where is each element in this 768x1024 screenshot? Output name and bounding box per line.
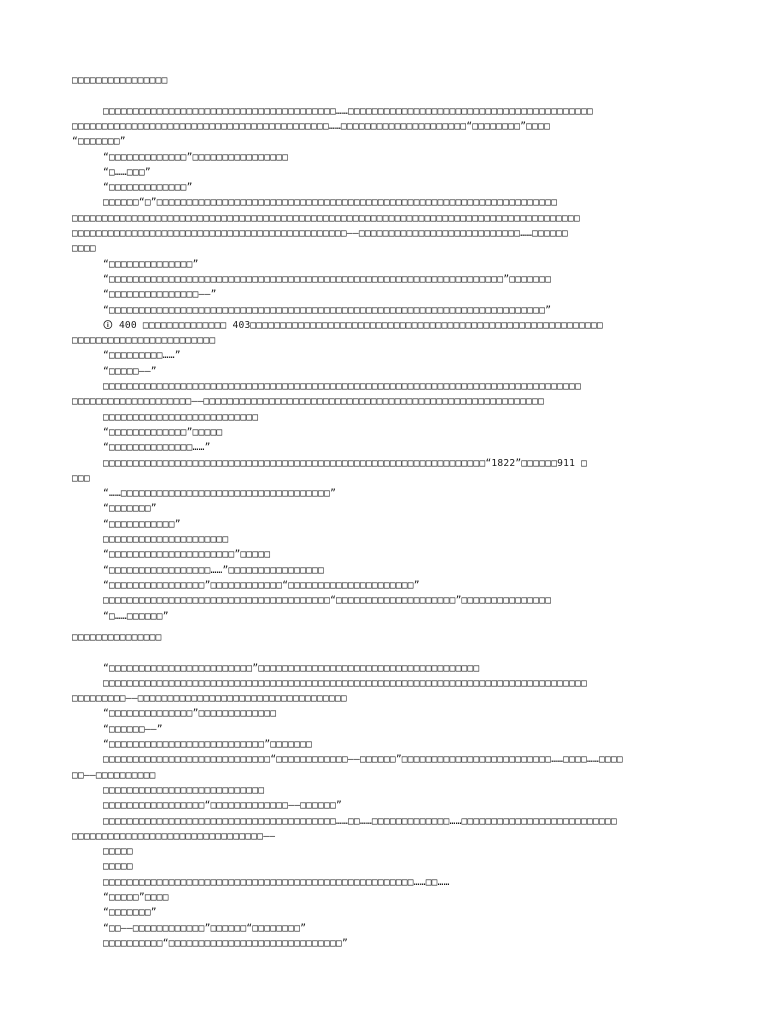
text-line: □□□□□□□□□□□□□□□□□□□□□□□□□□□□□□□□□□□□□□□□□□□□□□□□□□□□□□□□□□□□□□□□□□□□□□□□□□□□□□□□□ [103,678,588,689]
section-heading: □□□□□□□□□□□□□□□ [72,632,162,643]
text-line: “□□□□□□□□□……” [103,350,181,361]
text-line: □□□□□ [103,846,133,857]
text-line: □□□□□□□□□□□□□□□□□□□□□□□□□□□ [103,785,265,796]
text-line: □□□□□□□□□——□□□□□□□□□□□□□□□□□□□□□□□□□□□□□□□□□□□ [72,693,347,704]
text-line: “□□□□□”□□□□ [103,892,169,903]
text-line: “……□□□□□□□□□□□□□□□□□□□□□□□□□□□□□□□□□□□” [103,488,337,499]
text-line: □□□□□□□□□□□□□□□□□□□□□□□□□□□□□□□□□□□□□□□……□□……□□□□□□□□□□□□□……□□□□□□□□□□□□□□□□□□□□□□□□□□ [103,816,617,827]
text-line: □□□□□□□□□□□□□□□□□□□□□□□□□□□□□□□□□□□□□□□□□□□……□□□□□□□□□□□□□□□□□□□□□“□□□□□□□□”□□□□ [72,121,551,132]
text-line: “□□□□□□□□□□□□□□” [103,259,199,270]
text-line: “□□□□□——” [103,366,157,377]
text-line: □□□□□□“□”□□□□□□□□□□□□□□□□□□□□□□□□□□□□□□□□□□□□□□□□□□□□□□□□□□□□□□□□□□□□□□□□□□□ [103,197,558,208]
text-line: “□□□□□□□□□□□□□”□□□□□□□□□□□□□□□□ [103,152,289,163]
text-line: □□□□□□□□□□□□□□□□□□□□□□□□□□ [103,412,259,423]
text-line: □□□□□□□□□□“□□□□□□□□□□□□□□□□□□□□□□□□□□□□□” [103,938,349,949]
text-line: □□□□□□□□□□□□□□□□□□□□□□□□□□□□“□□□□□□□□□□□□——□□□□□□”□□□□□□□□□□□□□□□□□□□□□□□□□……□□□□……□□□□ [103,754,623,765]
text-line: “□□□□□□□” [103,503,157,514]
text-line: □□□□□□□□□□□□□□□□□□□□□□□□□□□□□□□□—— [72,831,276,842]
text-line: “□□□□□□□□□□□□□□”□□□□□□□□□□□□□ [103,708,277,719]
text-line: “□……□□□□□□” [103,611,169,622]
text-line: “□□□□□□□□□□□□□□□□”□□□□□□□□□□□□“□□□□□□□□□□□□□□□□□□□□□” [103,580,420,591]
text-line: “□□□□□□——” [103,724,163,735]
text-line: □□□□□ [103,861,133,872]
text-line: □□□□ [72,243,96,254]
text-line: “□□□□□□□” [72,136,126,147]
text-line: “□□□□□□□□□□□□□□□——” [103,289,217,300]
text-line: □□□□□□□□□□□□□□□□□□□□□□□□□□□□□□□□□□□□□□□□□□□□□□——□□□□□□□□□□□□□□□□□□□□□□□□□□□……□□□□□□ [72,228,569,239]
text-line: “□□□□□□□□□□□” [103,519,181,530]
text-line: 🛈 400 □□□□□□□□□□□□□□ 403□□□□□□□□□□□□□□□□□□□□□□□□□□□□□□□□□□□□□□□□□□□□□□□□□□□□□□□□□□□ [103,320,604,331]
text-line: □□□□□□□□□□□□□□□□□□□□□□□□□□□□□□□□□□□□□□□□□□□□□□□□□□□□□□□□□□□□□□□□□□□□□□□□□□□□□□□□ [103,381,582,392]
text-line: □□□□□□□□□□□□□□□□□□□□□□□□□□□□□□□□□□□□□□□□□□□□□□□□□□□□……□□…… [103,877,450,888]
text-line: □□——□□□□□□□□□□ [72,770,156,781]
text-line: □□□□□□□□□□□□□□□□□□□□□□□□ [72,335,216,346]
text-line: □□□ [72,473,90,484]
text-line: □□□□□□□□□□□□□□□□□□□□□□□□□□□□□□□□□□□□□□□……□□□□□□□□□□□□□□□□□□□□□□□□□□□□□□□□□□□□□□□□□ [103,106,594,117]
text-line: □□□□□□□□□□□□□□□□□□□□□□□□□□□□□□□□□□□□□□□□□□□□□□□□□□□□□□□□□□□□□□□□□□□□□□□□□□□□□□□□□□□□□ [72,213,580,224]
text-line: “□□□□□□□□□□□□□□□□□□□□□□□□□□□□□□□□□□□□□□□□□□□□□□□□□□□□□□□□□□□□□□□□□□”□□□□□□□ [103,274,552,285]
text-line: □□□□□□□□□□□□□□□□□□□□□□□□□□□□□□□□□□□□□□□□□□□□□□□□□□□□□□□□□□□□□□□□“1822”□□□□□□911 □ [103,458,588,469]
text-line: “□□□□□□□□□□□□□□□□□□□□□”□□□□□ [103,549,271,560]
text-line: “□□——□□□□□□□□□□□□”□□□□□□“□□□□□□□□” [103,923,307,934]
text-line: “□……□□□” [103,167,151,178]
text-line: “□□□□□□□□□□□□□□□□□□□□□□□□”□□□□□□□□□□□□□□□□□□□□□□□□□□□□□□□□□□□□□ [103,663,480,674]
section-heading: □□□□□□□□□□□□□□□□ [72,75,168,86]
text-line: “□□□□□□□□□□□□□□……” [103,442,211,453]
text-line: □□□□□□□□□□□□□□□□□“□□□□□□□□□□□□□——□□□□□□” [103,800,343,811]
text-line: “□□□□□□□□□□□□□□□□□□□□□□□□□□□□□□□□□□□□□□□□□□□□□□□□□□□□□□□□□□□□□□□□□□□□□□□□□” [103,305,552,316]
text-line: □□□□□□□□□□□□□□□□□□□□□□□□□□□□□□□□□□□□□□“□□□□□□□□□□□□□□□□□□□□”□□□□□□□□□□□□□□□ [103,595,552,606]
text-line: □□□□□□□□□□□□□□□□□□□□□ [103,534,229,545]
text-line: “□□□□□□□□□□□□□□□□□□□□□□□□□□”□□□□□□□ [103,739,313,750]
text-line: □□□□□□□□□□□□□□□□□□□□——□□□□□□□□□□□□□□□□□□□□□□□□□□□□□□□□□□□□□□□□□□□□□□□□□□□□□□□□□ [72,396,545,407]
text-line: “□□□□□□□□□□□□□□□□□……”□□□□□□□□□□□□□□□□ [103,565,325,576]
text-line: “□□□□□□□” [103,907,157,918]
text-line: “□□□□□□□□□□□□□”□□□□□ [103,427,223,438]
text-line: “□□□□□□□□□□□□□” [103,182,193,193]
